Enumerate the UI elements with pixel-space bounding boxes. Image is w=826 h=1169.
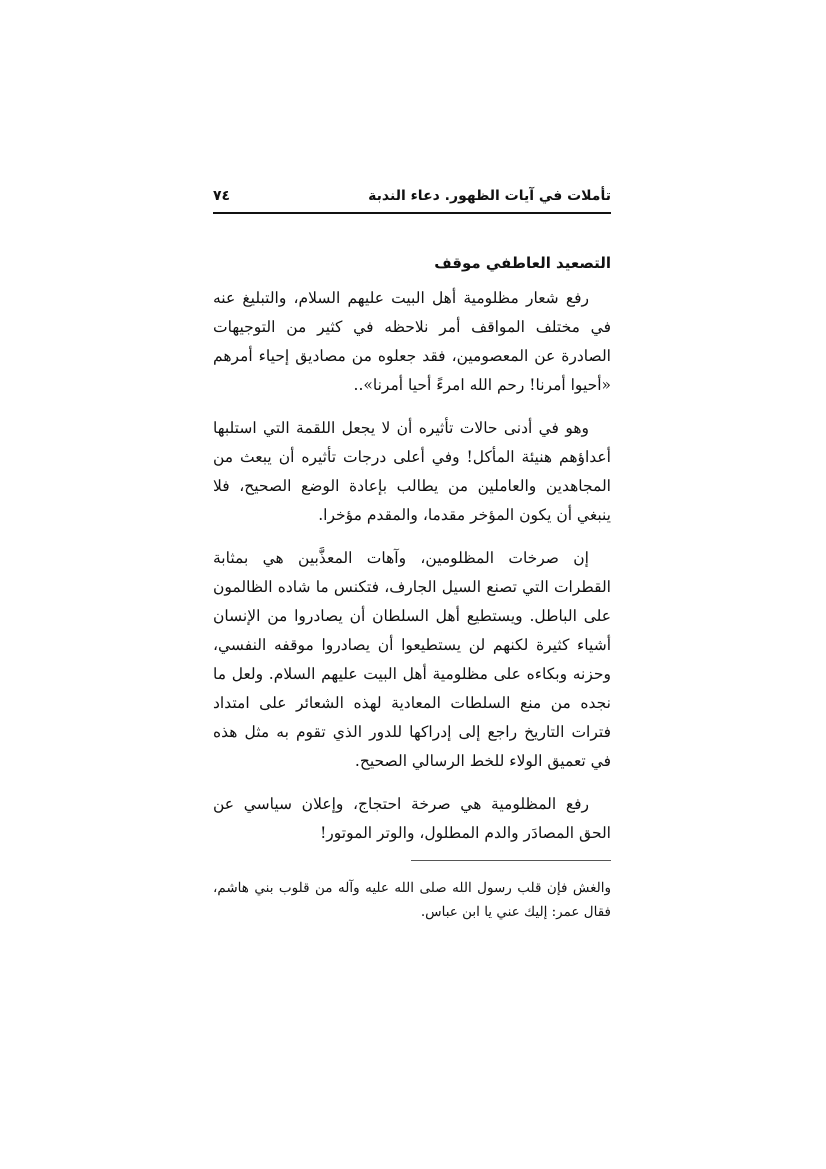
book-page xyxy=(213,186,611,920)
body-paragraph-3: إن صرخات المظلومين، وآهات المعذَّبين هي بمثابة القطرات التي تصنع السيل الجارف، فتكنس ما شاده الظالمون على الباطل. ويستطيع أهل السلطان أن يصادروا من الإنسان أشياء كثيرة لكنهم لن يستطيعوا أن يصادروا موقفه النفسي، وحزنه وبكاءه على مظلومية أهل البيت عليهم السلام. ولعل ما نجده من منع السلطات المعادية لهذه الشعائر على امتداد فترات التاريخ راجع إلى إدراكها للدور الذي تقوم به مثل هذه في تعميق الولاء للخط الرسالي الصحيح. xyxy=(213,549,611,770)
running-header xyxy=(213,186,611,214)
body-paragraph-4: رفع المظلومية هي صرخة احتجاج، وإعلان سياسي عن الحق المصادَر والدم المطلول، والوتر الموتور! xyxy=(213,795,611,842)
body-paragraph-2: وهو في أدنى حالات تأثيره أن لا يجعل اللقمة التي استلبها أعداؤهم هنيئة المأكل! وفي أعلى درجات تأثيره أن يبعث من المجاهدين والعاملين من يطالب بإعادة الوضع الصحيح، فلا ينبغي أن يكون المؤخر مقدما، والمقدم مؤخرا. xyxy=(213,419,611,524)
running-title: تأملات في آيات الظهور. دعاء الندبة xyxy=(368,188,611,204)
body-paragraph-1: رفع شعار مظلومية أهل البيت عليهم السلام، والتبليغ عنه في مختلف المواقف أمر نلاحظه في كثير من التوجيهات الصادرة عن المعصومين، فقد جعلوه من مصاديق إحياء أمرهم «أحيوا أمرنا! رحم الله امرءً أحيا أمرنا».. xyxy=(213,289,611,394)
page-number: ٧٤ xyxy=(213,188,231,204)
footnote-divider xyxy=(411,860,611,861)
footnote: والغش فإن قلب رسول الله صلى الله عليه وآله من قلوب بني هاشم، فقال عمر: إليك عني يا ابن عباس. xyxy=(213,880,611,920)
section-heading: التصعيد العاطفي موقف xyxy=(434,254,611,272)
